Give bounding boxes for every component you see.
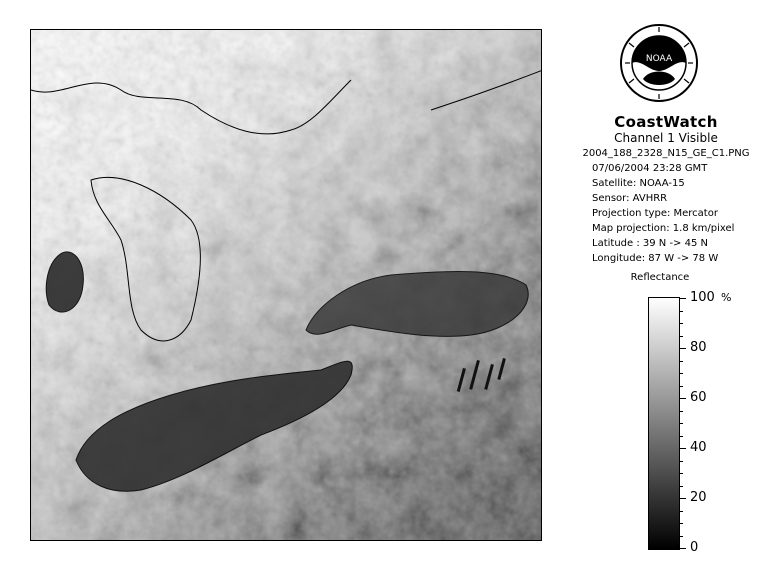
satellite-image [30,29,542,541]
colorbar-tick-label: 20 [690,490,707,505]
colorbar-tick-label: 80 [690,340,707,355]
colorbar-unit: % [721,291,732,304]
sensor: Sensor: AVHRR [592,193,668,204]
colorbar-minor-tick [680,486,683,487]
colorbar [648,297,680,550]
noaa-seal-icon [619,23,699,103]
colorbar-minor-tick [680,436,683,437]
metadata-list [560,161,772,266]
colorbar-minor-tick [680,361,683,362]
colorbar-minor-tick [680,523,683,524]
svg-text:NOAA: NOAA [645,54,673,64]
colorbar-tick-label: 60 [690,390,707,405]
longitude: Longitude: 87 W -> 78 W [592,253,719,264]
colorbar-minor-tick [680,336,683,337]
colorbar-minor-tick [680,373,683,374]
projection-type: Projection type: Mercator [592,208,718,219]
map-projection: Map projection: 1.8 km/pixel [592,223,735,234]
colorbar-major-tick [680,548,686,549]
colorbar-major-tick [680,298,686,299]
colorbar-minor-tick [680,423,683,424]
colorbar-major-tick [680,448,686,449]
latitude: Latitude : 39 N -> 45 N [592,238,708,249]
colorbar-title: Reflectance [630,272,690,283]
colorbar-minor-tick [680,461,683,462]
colorbar-minor-tick [680,536,683,537]
subtitle: Channel 1 Visible [614,131,718,145]
info-panel [560,113,772,266]
colorbar-major-tick [680,398,686,399]
colorbar-tick-label: 0 [690,540,699,555]
filename: 2004_188_2328_N15_GE_C1.PNG [582,148,750,159]
colorbar-tick-label: 100 [690,290,715,305]
colorbar-minor-tick [680,473,683,474]
satellite: Satellite: NOAA-15 [592,178,685,189]
colorbar-minor-tick [680,511,683,512]
datetime: 07/06/2004 23:28 GMT [592,163,708,174]
colorbar-minor-tick [680,311,683,312]
satellite-map-svg [31,30,542,541]
noaa-logo [619,23,699,103]
title: CoastWatch [614,113,718,131]
colorbar-major-tick [680,498,686,499]
colorbar-minor-tick [680,411,683,412]
colorbar-tick-label: 40 [690,440,707,455]
colorbar-major-tick [680,348,686,349]
colorbar-minor-tick [680,323,683,324]
colorbar-minor-tick [680,386,683,387]
